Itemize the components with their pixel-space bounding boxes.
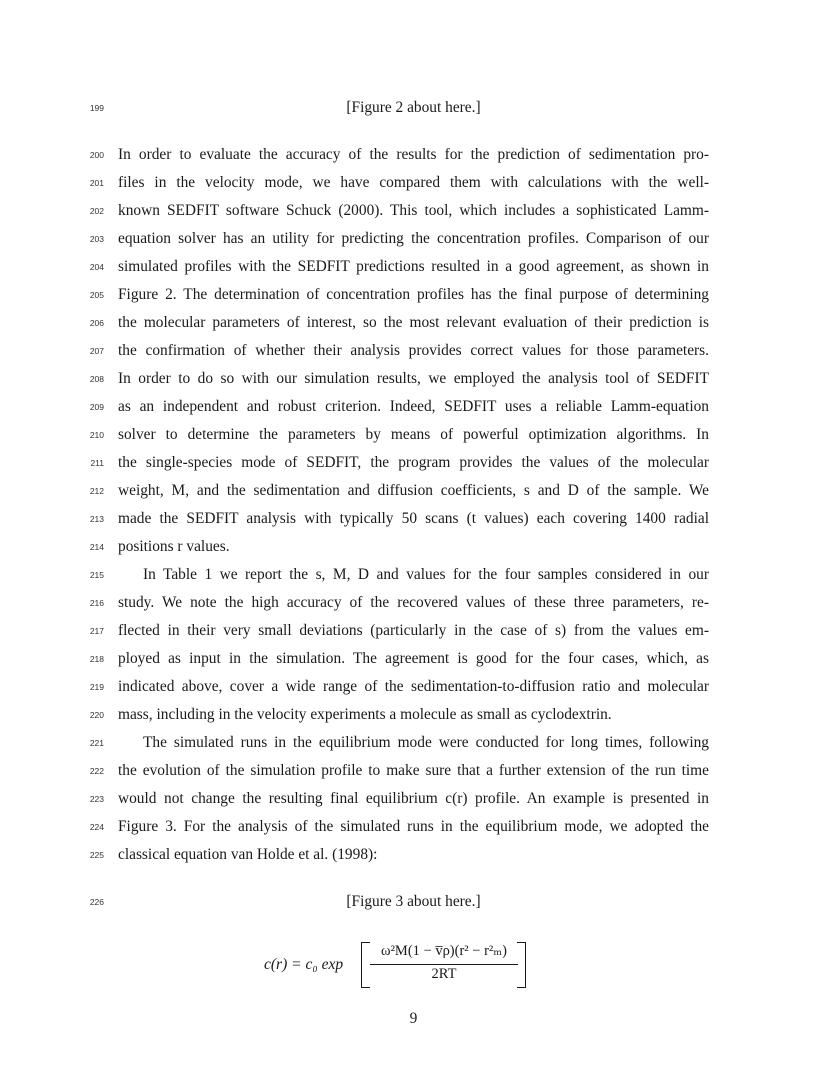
text-line: [0, 505, 827, 533]
line-number: 219: [89, 682, 104, 692]
line-number: 221: [89, 738, 104, 748]
text-line: [0, 449, 827, 477]
text-line: [0, 673, 827, 701]
body-text-line: the molecular parameters of interest, so the most relevant evaluation of their prediction is: [118, 314, 709, 331]
body-text-line: study. We note the high accuracy of the recovered values of these three parameters, re-: [118, 594, 709, 611]
text-line: [0, 94, 827, 122]
line-number: 201: [89, 178, 104, 188]
body-text-line: Figure 3. For the analysis of the simulated runs in the equilibrium mode, we adopted the: [118, 818, 709, 835]
line-number: 225: [89, 850, 104, 860]
text-line: [0, 309, 827, 337]
line-number: 226: [89, 897, 104, 907]
equation-lhs: c(r) = c₀ exp: [264, 956, 344, 973]
body-text-line: positions r values.: [118, 538, 230, 555]
line-number: 202: [89, 206, 104, 216]
text-line: [0, 421, 827, 449]
body-text-line: classical equation van Holde et al. (1998):: [118, 846, 378, 863]
line-number: 213: [89, 514, 104, 524]
line-number: 224: [89, 822, 104, 832]
text-line: [0, 729, 827, 757]
text-line: [0, 701, 827, 729]
body-text-line: ployed as input in the simulation. The agreement is good for the four cases, which, as: [118, 650, 709, 667]
text-line: [0, 197, 827, 225]
line-number: 218: [89, 654, 104, 664]
line-number: 207: [89, 346, 104, 356]
equation-block: [260, 942, 540, 988]
body-text-line: the single-species mode of SEDFIT, the program provides the values of the molecular: [118, 454, 709, 471]
text-line: [0, 477, 827, 505]
text-line: [0, 561, 827, 589]
line-number: 211: [90, 458, 104, 468]
equation-right-bracket: [517, 942, 526, 988]
body-text-line: the evolution of the simulation profile to make sure that a further extension of the run time: [118, 762, 709, 779]
text-line: [0, 785, 827, 813]
line-number: 199: [89, 103, 104, 113]
equation-denominator: 2RT: [431, 966, 457, 982]
text-line: [0, 645, 827, 673]
line-number: 210: [89, 430, 104, 440]
body-text-line: In order to evaluate the accuracy of the results for the prediction of sedimentation pro-: [118, 146, 709, 163]
equation-left-bracket: [361, 942, 370, 988]
body-text-line: flected in their very small deviations (particularly in the case of s) from the values em-: [118, 622, 709, 639]
equation-fraction-bar: [370, 964, 518, 965]
body-text-line: known SEDFIT software Schuck (2000). This tool, which includes a sophisticated Lamm-: [118, 202, 709, 219]
page-number: 9: [409, 1010, 418, 1027]
body-text-line: made the SEDFIT analysis with typically 50 scans (t values) each covering 1400 radial: [118, 510, 709, 527]
text-line: [0, 169, 827, 197]
text-line: [0, 365, 827, 393]
line-number: 215: [89, 570, 104, 580]
line-number: 209: [89, 402, 104, 412]
line-number: 208: [89, 374, 104, 384]
body-text-line: solver to determine the parameters by means of powerful optimization algorithms. In: [118, 426, 709, 443]
line-number: 223: [89, 794, 104, 804]
text-line: [0, 225, 827, 253]
text-line: [0, 393, 827, 421]
line-number: 216: [89, 598, 104, 608]
body-text-line: In Table 1 we report the s, M, D and values for the four samples considered in our: [143, 566, 709, 583]
line-number: 220: [89, 710, 104, 720]
text-line: [0, 589, 827, 617]
text-line: [0, 757, 827, 785]
text-line: [0, 141, 827, 169]
line-number: 203: [89, 234, 104, 244]
body-text-line: weight, M, and the sedimentation and diffusion coefficients, s and D of the sample. We: [118, 482, 709, 499]
figure-placeholder: [Figure 3 about here.]: [346, 893, 481, 910]
body-text-line: equation solver has an utility for predicting the concentration profiles. Comparison of our: [118, 230, 709, 247]
line-number: 205: [89, 290, 104, 300]
body-text-line: as an independent and robust criterion. Indeed, SEDFIT uses a reliable Lamm-equation: [118, 398, 709, 415]
line-number: 222: [89, 766, 104, 776]
line-number: 206: [89, 318, 104, 328]
text-line: [0, 813, 827, 841]
line-number: 204: [89, 262, 104, 272]
text-line: [0, 337, 827, 365]
line-number: 200: [89, 150, 104, 160]
body-text-line: the confirmation of whether their analysis provides correct values for those parameters.: [118, 342, 709, 359]
text-line: [0, 888, 827, 916]
line-number: 217: [89, 626, 104, 636]
body-text-line: would not change the resulting final equilibrium c(r) profile. An example is presented in: [118, 790, 709, 807]
text-line: [0, 533, 827, 561]
body-text-line: In order to do so with our simulation results, we employed the analysis tool of SEDFIT: [118, 370, 709, 387]
body-text-line: simulated profiles with the SEDFIT predictions resulted in a good agreement, as shown in: [118, 258, 709, 275]
text-line: [0, 617, 827, 645]
text-line: [0, 841, 827, 869]
figure-placeholder: [Figure 2 about here.]: [346, 99, 481, 116]
body-text-line: mass, including in the velocity experiments a molecule as small as cyclodextrin.: [118, 706, 612, 723]
body-text-line: indicated above, cover a wide range of the sedimentation-to-diffusion ratio and molecular: [118, 678, 709, 695]
body-text-line: The simulated runs in the equilibrium mode were conducted for long times, following: [143, 734, 709, 751]
equation-numerator: ω²M(1 − v̅ρ)(r² − r²ₘ): [381, 943, 507, 959]
text-line: [0, 281, 827, 309]
line-number: 214: [89, 542, 104, 552]
body-text-line: files in the velocity mode, we have compared them with calculations with the well-: [118, 174, 709, 191]
text-line: [0, 253, 827, 281]
line-number: 212: [89, 486, 104, 496]
body-text-line: Figure 2. The determination of concentration profiles has the final purpose of determining: [118, 286, 709, 303]
